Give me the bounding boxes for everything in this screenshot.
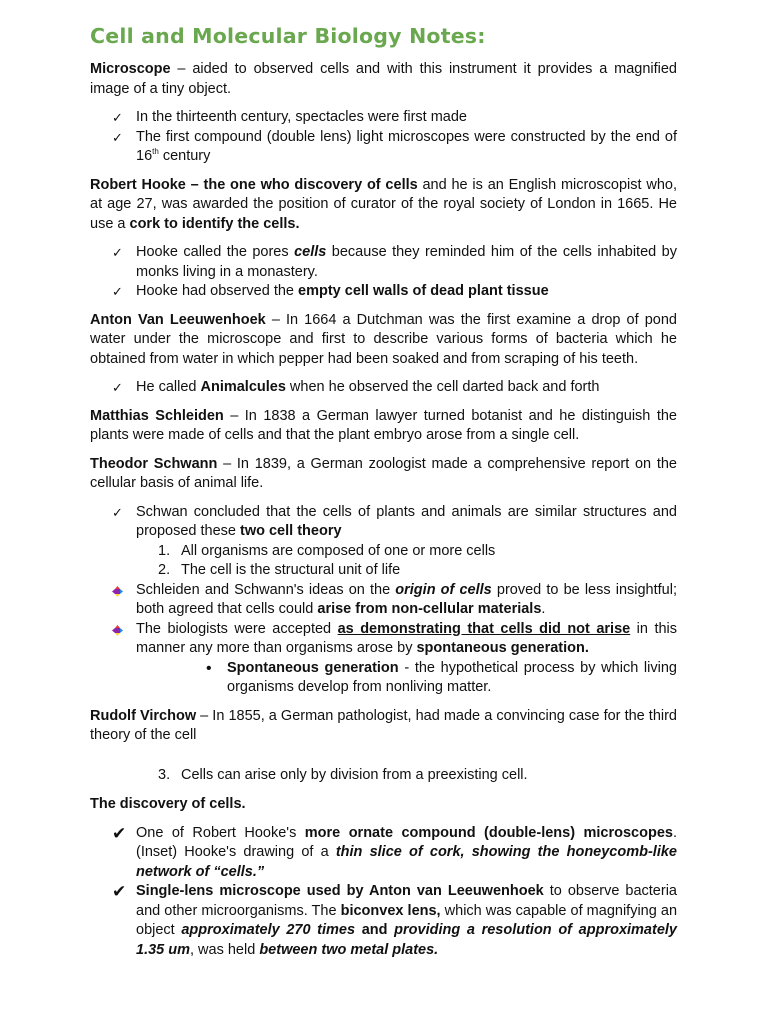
check-icon: ✔ xyxy=(112,882,127,901)
list-item-text: Schwan concluded that the cells of plants and animals are similar structures and proposed these xyxy=(136,503,677,539)
emphasis: Spontaneous generation xyxy=(227,659,399,676)
microscope-text: – aided to observed cells and with this instrument it provides a magnified image of a tiny object. xyxy=(90,61,677,97)
list-item-text: in this manner any more than organisms arose by xyxy=(136,620,678,656)
list-item-text: century xyxy=(158,148,211,164)
term-virchow: Rudolf Virchow xyxy=(90,707,197,724)
list-item-text: which was capable of magnifying an object xyxy=(136,902,678,938)
list-number: 3. xyxy=(158,766,171,783)
list-item-text: One of Robert Hooke's xyxy=(136,824,305,841)
list-item-text: Cells can arise only by division from a preexisting cell. xyxy=(181,766,528,783)
list-item xyxy=(90,503,677,542)
emphasis: Animalcules xyxy=(200,379,286,395)
list-item xyxy=(90,561,677,581)
microscope-paragraph xyxy=(90,60,677,99)
emphasis: thin slice of cork, showing the honeycomb-like network of “cells.” xyxy=(136,844,677,880)
page-title: Cell and Molecular Biology Notes: xyxy=(90,24,486,48)
list-item xyxy=(90,128,677,167)
emphasis: more ornate compound (double-lens) microscopes xyxy=(304,824,673,841)
emphasis: empty cell walls of dead plant tissue xyxy=(298,283,549,299)
emphasis: origin of cells xyxy=(395,581,492,598)
superscript: th xyxy=(152,147,159,157)
list-item-text: Hooke called the pores xyxy=(136,244,295,260)
list-item-text: Schleiden and Schwann's ideas on the xyxy=(136,581,396,598)
leeuwenhoek-paragraph xyxy=(90,311,677,370)
virchow-list xyxy=(90,766,677,786)
list-number: 1. xyxy=(158,542,171,559)
list-item-text: because they reminded him of the cells inhabited by monks living in a monastery. xyxy=(136,244,677,280)
list-number: 2. xyxy=(158,562,171,578)
list-item xyxy=(90,766,677,786)
list-item-text: The cell is the structural unit of life xyxy=(181,562,401,578)
list-item xyxy=(90,882,677,960)
check-icon: ✓ xyxy=(112,380,123,395)
list-item-text: He called xyxy=(136,379,201,395)
emphasis: between two metal plates. xyxy=(259,941,439,958)
emphasis: cells xyxy=(294,244,327,260)
term-schwann: Theodor Schwann xyxy=(90,455,218,472)
list-item-text: - the hypothetical process by which living organisms develop from nonliving matter. xyxy=(227,659,677,695)
hooke-bold: cork to identify the cells. xyxy=(129,215,300,232)
hooke-text: and he is an English microscopist who, at age 27, was awarded the position of curator of the royal society of London in 1665. He use a xyxy=(90,176,677,232)
list-item xyxy=(90,282,677,302)
list-item xyxy=(90,378,677,398)
list-item-text: , was held xyxy=(190,941,260,958)
list-item-text: The biologists were accepted xyxy=(136,620,338,637)
microscope-list xyxy=(90,108,677,167)
list-item xyxy=(90,659,677,698)
list-item xyxy=(90,620,677,659)
list-item-text: proved to be less insightful; both agreed that cells could xyxy=(136,581,677,617)
list-item-text: . xyxy=(541,601,546,617)
emphasis: Single-lens microscope used by Anton van Leeuwenhoek xyxy=(136,883,544,899)
schwann-text: – In 1839, a German zoologist made a comprehensive report on the cellular basis of animal life. xyxy=(90,455,677,491)
emphasis: as demonstrating that cells did not arise xyxy=(337,620,631,637)
leeuwenhoek-text: – In 1664 a Dutchman was the first examine a drop of pond water under the microscope and first to describe various forms of bacteria which he obtained from water in which pepper had been soaked and from scraping of his teeth. xyxy=(90,311,677,367)
schwann-list xyxy=(90,503,677,698)
schleiden-paragraph xyxy=(90,407,677,446)
emphasis: spontaneous generation. xyxy=(416,640,589,656)
list-item-text: Hooke had observed the xyxy=(136,283,299,299)
check-icon: ✓ xyxy=(112,245,123,260)
leeuwenhoek-list xyxy=(90,378,677,398)
check-icon: ✓ xyxy=(112,504,123,520)
emphasis: providing a resolution of approximately 1.35 um xyxy=(136,922,677,958)
emphasis: biconvex lens, xyxy=(340,902,441,919)
emphasis: arise from non-cellular materials xyxy=(317,601,542,617)
check-icon: ✔ xyxy=(112,823,127,843)
term-microscope: Microscope xyxy=(90,61,171,77)
emphasis: approximately 270 times xyxy=(181,922,356,938)
bullet-icon: • xyxy=(206,659,212,677)
list-item xyxy=(90,108,677,128)
hooke-list xyxy=(90,243,677,302)
list-item-text: when he observed the cell darted back and forth xyxy=(285,379,600,395)
check-icon: ✓ xyxy=(112,129,123,145)
list-item xyxy=(90,824,677,883)
check-icon: ✓ xyxy=(112,110,123,125)
emphasis: and xyxy=(355,922,395,938)
four-arrow-icon xyxy=(112,625,123,636)
check-icon: ✓ xyxy=(112,284,123,299)
hooke-paragraph xyxy=(90,176,677,235)
list-item xyxy=(90,243,677,282)
term-leeuwenhoek: Anton Van Leeuwenhoek xyxy=(90,311,266,328)
term-hooke: Robert Hooke – the one who discovery of cells xyxy=(90,176,418,193)
four-arrow-icon xyxy=(112,586,123,597)
section-heading: The discovery of cells. xyxy=(90,796,246,812)
discovery-list xyxy=(90,824,677,961)
virchow-text: – In 1855, a German pathologist, had made a convincing case for the third theory of the cell xyxy=(90,707,677,743)
list-item-text: to observe bacteria and other microorganisms. The xyxy=(136,883,677,919)
list-item-text: . (Inset) Hooke's drawing of a xyxy=(136,824,677,860)
list-item xyxy=(90,581,677,620)
term-schleiden: Matthias Schleiden xyxy=(90,407,224,424)
emphasis: two cell theory xyxy=(240,523,342,539)
list-item-text: The first compound (double lens) light microscopes were constructed by the end of 16 xyxy=(136,128,677,164)
schwann-paragraph xyxy=(90,455,677,494)
schleiden-text: – In 1838 a German lawyer turned botanist and he distinguish the plants were made of cells and that the plant embryo arose from a single cell. xyxy=(90,407,677,443)
list-item xyxy=(90,542,677,562)
list-item-text: All organisms are composed of one or more cells xyxy=(181,542,496,559)
list-item-text: In the thirteenth century, spectacles were first made xyxy=(136,109,467,125)
virchow-paragraph xyxy=(90,707,677,746)
